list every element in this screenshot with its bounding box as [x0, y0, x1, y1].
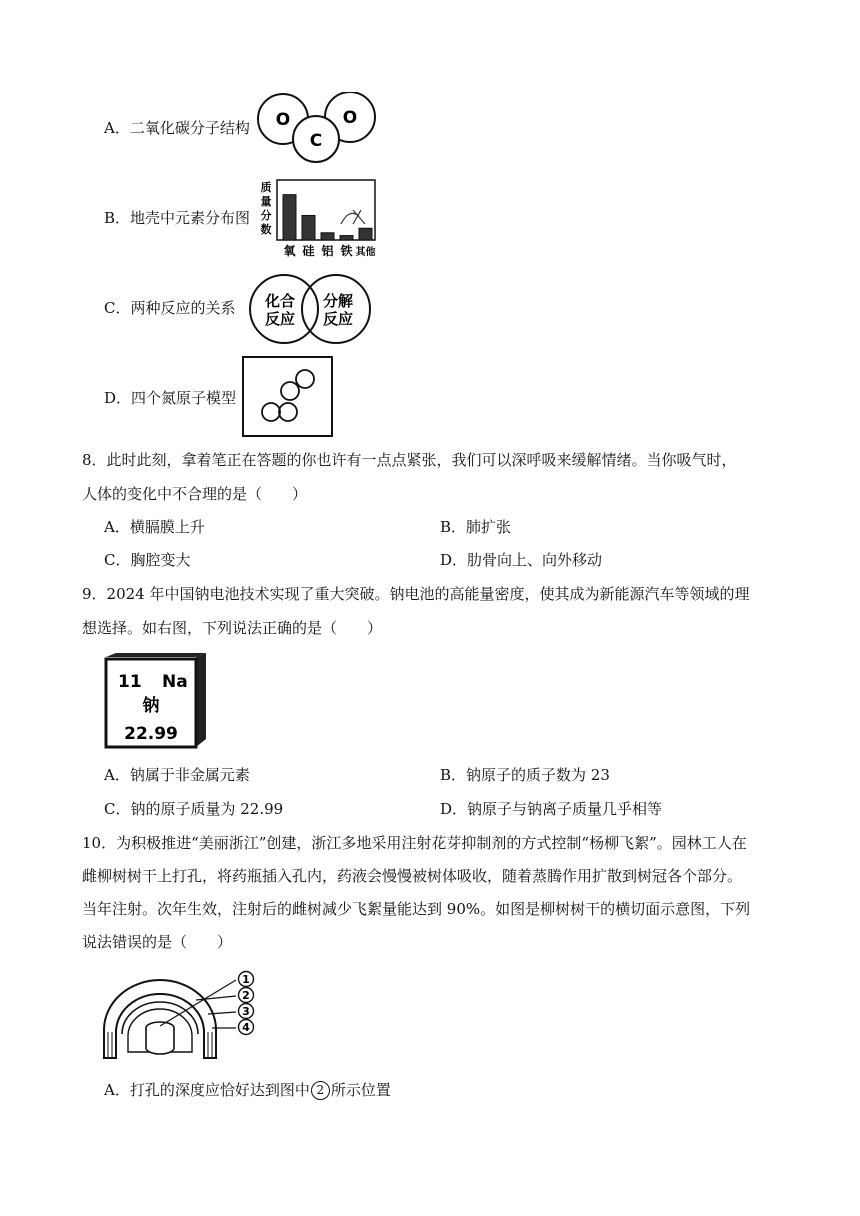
- option-letter: B．: [104, 209, 131, 227]
- option-text: 胸腔变大: [130, 551, 191, 569]
- option-letter: B．: [440, 518, 467, 536]
- venn-right-line1: 分解: [322, 292, 354, 310]
- chart-ylabel-3: 分: [260, 209, 272, 222]
- q10-stem-line4: 说法错误的是（ ）: [82, 933, 233, 951]
- option-text: 横膈膜上升: [129, 518, 205, 536]
- option-text: 钠原子的质子数为 23: [466, 766, 610, 784]
- carbon-label: C: [309, 131, 323, 151]
- option-letter: D．: [104, 389, 132, 407]
- element-name: 钠: [142, 696, 160, 716]
- q7-option-d: [104, 388, 236, 408]
- option-text: 肺扩张: [466, 518, 512, 536]
- co2-molecule-figure: [256, 92, 380, 164]
- venn-left-line2: 反应: [264, 310, 296, 328]
- q9-stem-line1: 9．2024 年中国钠电池技术实现了重大突破。钠电池的高能量密度，使其成为新能源汽车等领域的理: [82, 585, 750, 603]
- option-text-after: 所示位置: [330, 1081, 391, 1099]
- element-symbol: Na: [162, 672, 188, 692]
- q10-stem-line3: 当年注射。次年生效，注射后的雌树减少飞絮量能达到 90%。如图是柳树树干的横切面示意图，下列: [82, 900, 751, 918]
- card-top: [106, 653, 206, 657]
- option-letter: A．: [104, 119, 130, 137]
- q7-option-c: [104, 298, 236, 318]
- circled-number-2: [311, 1081, 330, 1100]
- option-text: 钠属于非金属元素: [129, 766, 250, 784]
- venn-left-line1: 化合: [264, 292, 296, 310]
- label-1: [239, 972, 254, 987]
- option-letter: C．: [104, 800, 131, 818]
- q9-option-c: [104, 799, 283, 819]
- chart-ylabel-2: 量: [260, 195, 272, 208]
- tick-label: 铝: [321, 244, 334, 258]
- label-4: [239, 1020, 254, 1035]
- q8-option-b: [440, 517, 511, 537]
- sodium-element-card: [104, 653, 210, 751]
- atomic-mass: 22.99: [124, 724, 178, 744]
- oxygen-label-left: O: [275, 110, 291, 130]
- reaction-venn-diagram: [244, 274, 376, 346]
- q8-stem-line2: 人体的变化中不合理的是（ ）: [82, 485, 308, 503]
- option-letter: C．: [104, 299, 131, 317]
- option-text: 钠的原子质量为 22.99: [130, 800, 284, 818]
- circled-number-text: 2: [316, 1083, 325, 1097]
- q8-stem-line1: 8．此时此刻，拿着笔正在答题的你也许有一点点紧张，我们可以深呼吸来缓解情绪。当你吸气时，: [82, 451, 737, 469]
- q7-option-b: [104, 208, 250, 228]
- option-text: 地壳中元素分布图: [130, 209, 251, 227]
- willow-trunk-cross-section: [100, 970, 270, 1062]
- q10-option-a: [104, 1080, 391, 1100]
- label-1-text: 1: [242, 973, 250, 986]
- label-4-text: 4: [242, 1021, 250, 1034]
- option-letter: A．: [104, 518, 130, 536]
- label-2-text: 2: [242, 989, 250, 1002]
- atomic-number: 11: [118, 672, 142, 692]
- q9-option-b: [440, 765, 610, 785]
- option-text: 肋骨向上、向外移动: [467, 551, 603, 569]
- q7-option-a: [104, 118, 250, 138]
- bar-铁: [340, 236, 353, 240]
- option-text: 二氧化碳分子结构: [129, 119, 250, 137]
- option-letter: A．: [104, 766, 130, 784]
- trunk-pith-body: [146, 1028, 174, 1054]
- bar-氧: [283, 195, 296, 240]
- venn-right-line2: 反应: [322, 310, 354, 328]
- option-letter: C．: [104, 551, 131, 569]
- bar-硅: [302, 215, 315, 240]
- label-3: [239, 1004, 254, 1019]
- label-3-text: 3: [242, 1005, 250, 1018]
- tick-label: 氧: [283, 244, 296, 258]
- q8-option-a: [104, 517, 205, 537]
- tick-label: 铁: [340, 244, 353, 258]
- nitrogen-atoms-model: [242, 356, 334, 438]
- option-letter: B．: [440, 766, 467, 784]
- crust-element-bar-chart: [257, 178, 389, 258]
- q8-option-d: [440, 550, 602, 570]
- bar-铝: [321, 233, 334, 240]
- bar-其他: [359, 228, 372, 240]
- q8-option-c: [104, 550, 191, 570]
- tick-label: 硅: [302, 244, 315, 258]
- option-letter: D．: [440, 551, 468, 569]
- oxygen-label-right: O: [342, 108, 358, 128]
- q9-option-d: [440, 799, 662, 819]
- option-text: 两种反应的关系: [130, 299, 236, 317]
- tick-label: 其他: [355, 247, 376, 258]
- q10-stem-line2: 雌柳树树干上打孔，将药瓶插入孔内，药液会慢慢被树体吸收，随着蒸腾作用扩散到树冠各个部分。: [82, 867, 743, 885]
- option-text-before: 打孔的深度应恰好达到图中: [129, 1081, 310, 1099]
- q9-option-a: [104, 765, 250, 785]
- option-text: 钠原子与钠离子质量几乎相等: [467, 800, 663, 818]
- option-letter: D．: [440, 800, 468, 818]
- chart-ylabel-4: 数: [260, 223, 272, 236]
- q10-stem-line1: 10．为积极推进“美丽浙江”创建，浙江多地采用注射花芽抑制剂的方式控制“杨柳飞絮”。园林工人在: [82, 834, 747, 852]
- option-text: 四个氮原子模型: [131, 389, 237, 407]
- label-2: [239, 988, 254, 1003]
- q9-stem-line2: 想选择。如右图，下列说法正确的是（ ）: [82, 619, 383, 637]
- option-letter: A．: [104, 1081, 130, 1099]
- chart-ylabel-1: 质: [260, 181, 272, 194]
- model-frame: [243, 357, 332, 436]
